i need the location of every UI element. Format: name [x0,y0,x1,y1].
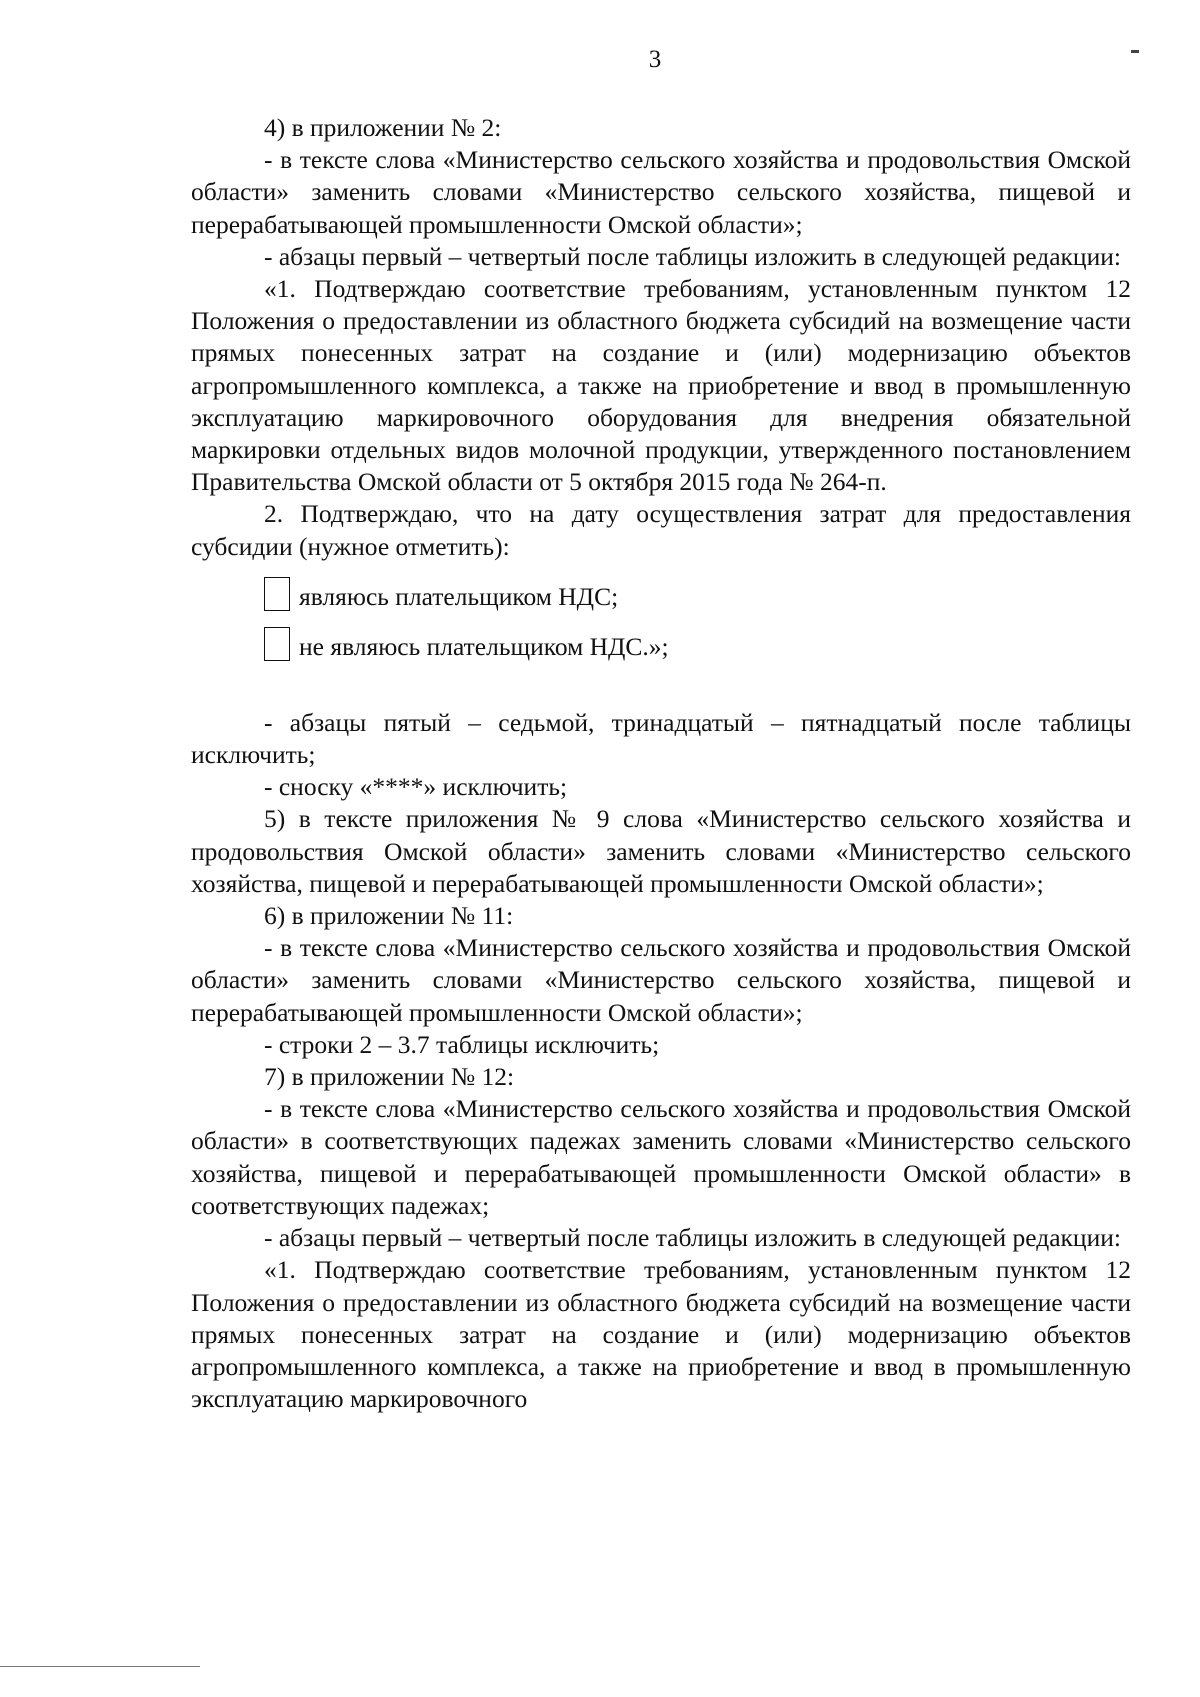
paragraph-new-edition: - абзацы первый – четвертый после таблицы изложить в следующей редакции: [264,1223,1121,1253]
page-number: 3 [648,46,662,73]
option-vat-payer [264,575,1131,615]
checkbox-icon[interactable] [264,577,290,611]
option-label: не являюсь плательщиком НДС.»; [299,631,669,661]
paragraph-appendix-9: 5) в тексте приложения № 9 слова «Министерство сельского хозяйства и продовольствия Омской области» заменить словами «Министерство сельского хозяйства, пищевой и перерабатывающей промышленности Омской области»; [191,804,1131,898]
paragraph-appendix-12: 7) в приложении № 12: [264,1062,515,1092]
paragraph-exclude-paragraphs: - абзацы пятый – седьмой, тринадцатый – пятнадцатый после таблицы исключить; [191,707,1131,770]
option-label: являюсь плательщиком НДС; [299,581,619,611]
option-not-vat-payer [264,625,1131,665]
document-body [191,112,1131,1415]
paragraph-replace-words: - в тексте слова «Министерство сельского хозяйства и продовольствия Омской области» заменить словами «Министерство сельского хозяйства, пищевой и перерабатывающей промышленности Омской области»; [191,145,1131,239]
paragraph-replace-words-cases: - в тексте слова «Министерство сельского хозяйства и продовольствия Омской области» в соответствующих падежах заменить словами «Министерство сельского хозяйства, пищевой и перерабатывающей промышленности Омской области» в соответствующих падежах; [191,1094,1131,1220]
paragraph-new-edition: - абзацы первый – четвертый после таблицы изложить в следующей редакции: [264,241,1121,271]
paragraph-appendix-11: 6) в приложении № 11: [264,901,514,931]
paragraph-confirm-vat: 2. Подтверждаю, что на дату осуществления затрат для предоставления субсидии (нужное отметить): [191,499,1131,561]
paragraph-replace-words: - в тексте слова «Министерство сельского хозяйства и продовольствия Омской области» заменить словами «Министерство сельского хозяйства, пищевой и перерабатывающей промышленности Омской области»; [191,933,1131,1027]
paragraph-exclude-footnote: - сноску «****» исключить; [264,772,568,802]
paragraph-confirm-requirements: «1. Подтверждаю соответствие требованиям, установленным пунктом 12 Положения о предоставлении из областного бюджета субсидий на возмещение части прямых понесенных затрат на создание и (или) модернизацию объектов агропромышленного комплекса, а также на приобретение и ввод в промышленную эксплуатацию маркировочного оборудования для внедрения обязательной маркировки отдельных видов молочной продукции, утвержденного постановлением Правительства Омской области от 5 октября 2015 года № 264-п. [191,274,1131,497]
paragraph-exclude-rows: - строки 2 – 3.7 таблицы исключить; [264,1029,660,1059]
bottom-rule [0,1666,200,1667]
paragraph-appendix-2: 4) в приложении № 2: [264,113,502,142]
checkbox-icon[interactable] [264,627,290,661]
paragraph-confirm-requirements: «1. Подтверждаю соответствие требованиям, установленным пунктом 12 Положения о предоставлении из областного бюджета субсидий на возмещение части прямых понесенных затрат на создание и (или) модернизацию объектов агропромышленного комплекса, а также на приобретение и ввод в промышленную эксплуатацию маркировочного [191,1255,1131,1414]
